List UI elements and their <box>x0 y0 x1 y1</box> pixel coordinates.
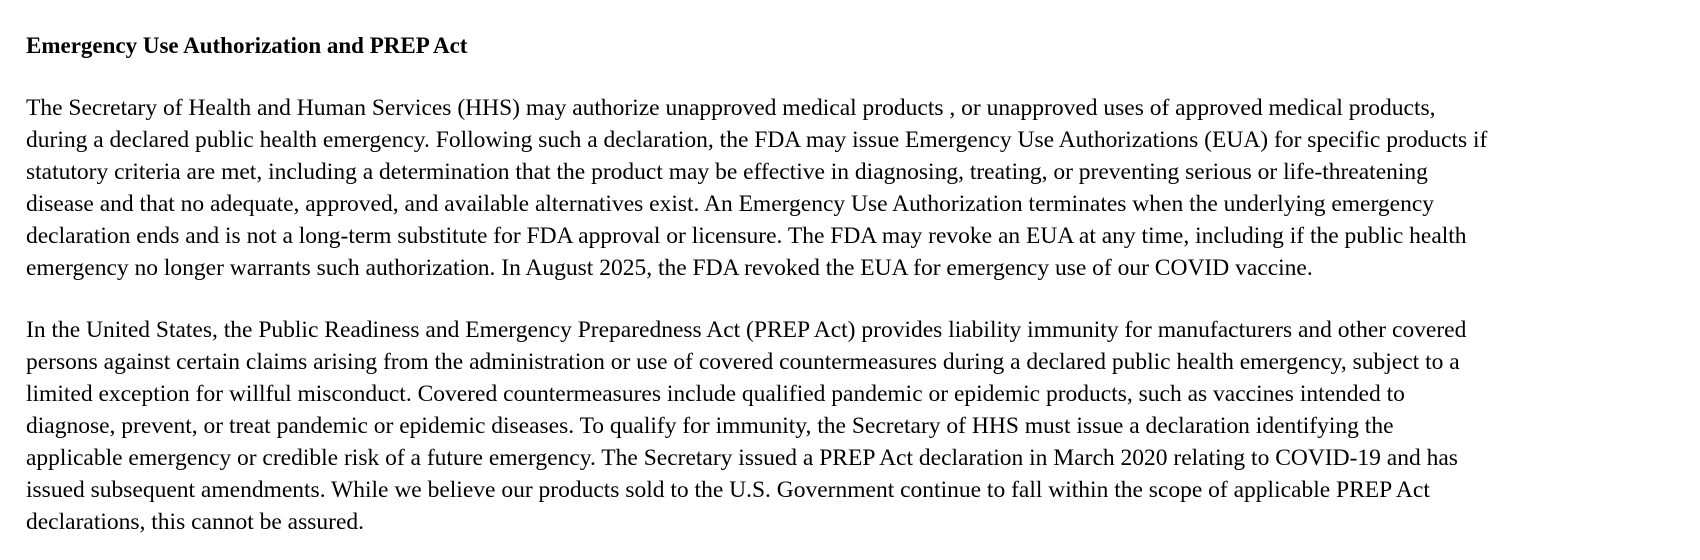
paragraph-line: The Secretary of Health and Human Services (HHS) may authorize unapproved medical products , or unapproved uses of approved medical products, <box>26 95 1436 121</box>
paragraph-line: statutory criteria are met, including a determination that the product may be effective in diagnosing, treating, or preventing serious or life-threatening <box>26 159 1428 185</box>
paragraph-line: disease and that no adequate, approved, and available alternatives exist. An Emergency Use Authorization terminates when the underlying emergency <box>26 191 1435 217</box>
paragraph-line: limited exception for willful misconduct. Covered countermeasures include qualified pandemic or epidemic products, such as vaccines intended to <box>26 381 1405 407</box>
paragraph-line: diagnose, prevent, or treat pandemic or epidemic diseases. To qualify for immunity, the Secretary of HHS must issue a declaration identifying the <box>26 413 1394 439</box>
paragraph-line: persons against certain claims arising from the administration or use of covered countermeasures during a declared public health emergency, subject to a <box>26 349 1460 375</box>
paragraph-line: declaration ends and is not a long-term substitute for FDA approval or licensure. The FDA may revoke an EUA at any time, including if the public health <box>26 223 1467 249</box>
paragraph-eua <box>26 92 1674 284</box>
paragraph-line: declarations, this cannot be assured. <box>26 509 365 535</box>
paragraph-line: issued subsequent amendments. While we believe our products sold to the U.S. Government continue to fall within the scope of applicable PREP Act <box>26 477 1430 503</box>
paragraph-prep-act <box>26 314 1674 538</box>
paragraph-line: applicable emergency or credible risk of a future emergency. The Secretary issued a PREP Act declaration in March 2020 relating to COVID-19 and has <box>26 445 1458 471</box>
paragraph-line: emergency no longer warrants such authorization. In August 2025, the FDA revoked the EUA for emergency use of our COVID vaccine. <box>26 255 1313 281</box>
section-heading: Emergency Use Authorization and PREP Act <box>26 33 468 58</box>
paragraph-line: In the United States, the Public Readiness and Emergency Preparedness Act (PREP Act) provides liability immunity for manufacturers and other covered <box>26 317 1467 343</box>
paragraph-line: during a declared public health emergency. Following such a declaration, the FDA may issue Emergency Use Authorizations (EUA) for specific products if <box>26 127 1488 153</box>
